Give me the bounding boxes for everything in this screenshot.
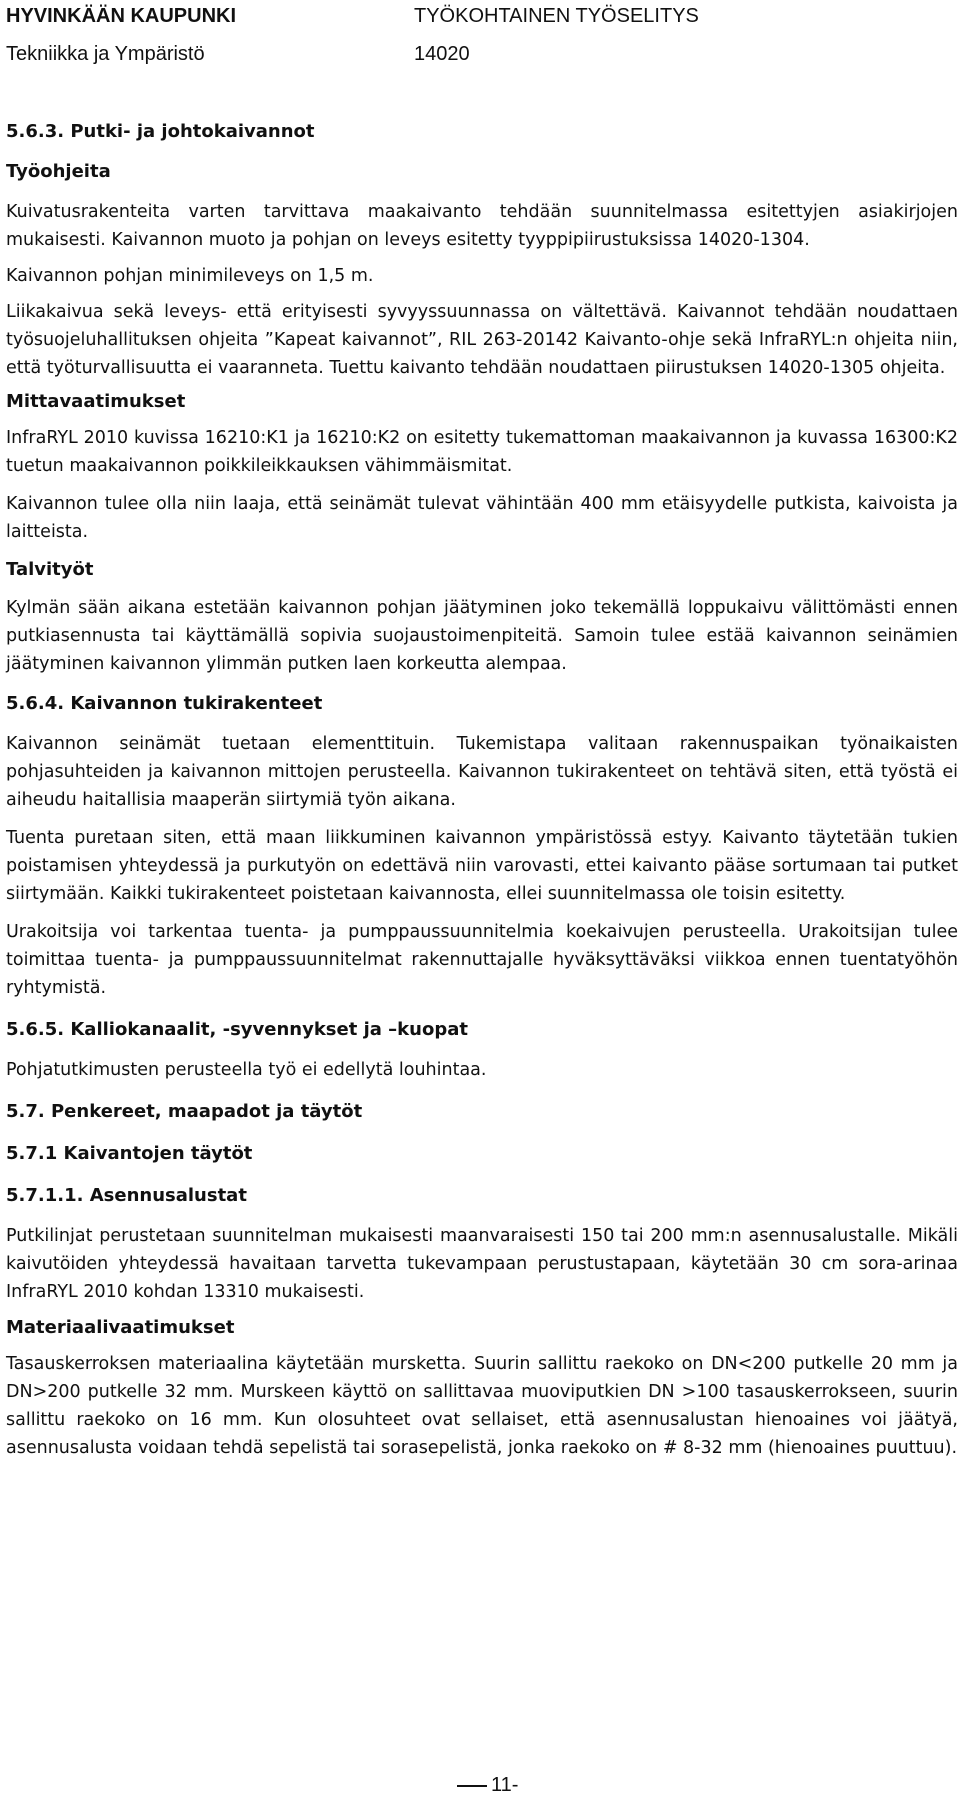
paragraph: InfraRYL 2010 kuvissa 16210:K1 ja 16210:K2 on esitetty tukemattoman maakaivannon ja kuvassa 16300:K2 tuetun maakaivannon poikkileikkauksen vähimmäismitat. xyxy=(6,428,958,476)
section-heading-5-7-1: 5.7.1 Kaivantojen täytöt xyxy=(6,1143,253,1164)
paragraph: Urakoitsija voi tarkentaa tuenta- ja pumppaussuunnitelmia koekaivujen perusteella. Urakoitsijan tulee toimittaa tuenta- ja pumppaussuunnitelmat rakennuttajalle hyväksyttäväksi viikkoa ennen tuentatyöhön ryhtymistä. xyxy=(6,922,958,998)
header-document-type: TYÖKOHTAINEN TYÖSELITYS xyxy=(414,5,699,27)
paragraph: Putkilinjat perustetaan suunnitelman mukaisesti maanvaraisesti 150 tai 200 mm:n asennusalustalle. Mikäli kaivutöiden yhteydessä havaitaan tarvetta tukevampaan perustustapaan, käytetään 30 cm sora-arinaa InfraRYL 2010 kohdan 13310 mukaisesti. xyxy=(6,1226,958,1302)
subheading-mittavaatimukset: Mittavaatimukset xyxy=(6,391,186,412)
header-organization: HYVINKÄÄN KAUPUNKI xyxy=(6,5,237,27)
document-body xyxy=(6,118,958,1462)
paragraph: Pohjatutkimusten perusteella työ ei edellytä louhintaa. xyxy=(6,1060,487,1080)
header-document-number: 14020 xyxy=(414,43,470,65)
paragraph: Kaivannon tulee olla niin laaja, että seinämät tulevat vähintään 400 mm etäisyydelle putkista, kaivoista ja laitteista. xyxy=(6,494,958,542)
page-number: 11- xyxy=(491,1774,519,1796)
subheading-talvityot: Talvityöt xyxy=(6,559,94,580)
subheading-tyoohjeita: Työohjeita xyxy=(6,161,111,182)
section-heading-5-7: 5.7. Penkereet, maapadot ja täytöt xyxy=(6,1101,363,1122)
paragraph: Tuenta puretaan siten, että maan liikkuminen kaivannon ympäristössä estyy. Kaivanto täytetään tukien poistamisen yhteydessä ja purkutyön on edettävä niin varovasti, ettei kaivanto pääse sortumaan tai putket siirtymään. Kaikki tukirakenteet poistetaan kaivannosta, ellei suunnitelmassa ole toisin esitetty. xyxy=(6,828,958,904)
paragraph: Kylmän sään aikana estetään kaivannon pohjan jäätyminen joko tekemällä loppukaivu välittömästi ennen putkiasennusta tai käyttämällä sopivia suojaustoimenpiteitä. Samoin tulee estää kaivannon seinämien jäätyminen kaivannon ylimmän putken laen korkeutta alempaa. xyxy=(6,598,958,674)
header-department: Tekniikka ja Ympäristö xyxy=(6,43,205,65)
paragraph: Kaivannon seinämät tuetaan elementtituin. Tukemistapa valitaan rakennuspaikan työnaikaisten pohjasuhteiden ja kaivannon mittojen perusteella. Kaivannon tukirakenteet on tehtävä siten, että työstä ei aiheudu haitallisia maaperän siirtymiä työn aikana. xyxy=(6,734,958,810)
paragraph: Kaivannon pohjan minimileveys on 1,5 m. xyxy=(6,266,374,286)
paragraph: Liikakaivua sekä leveys- että erityisesti syvyyssuunnassa on vältettävä. Kaivannot tehdään noudattaen työsuojeluhallituksen ohjeita ”Kapeat kaivannot”, RIL 263-20142 Kaivanto-ohje sekä InfraRYL:n ohjeita niin, että työturvallisuutta ei vaaranneta. Tuettu kaivanto tehdään noudattaen piirustuksen 14020-1305 ohjeita. xyxy=(6,302,958,378)
footer-dash xyxy=(457,1785,487,1787)
section-heading-5-6-3: 5.6.3. Putki- ja johtokaivannot xyxy=(6,121,315,142)
subheading-materiaalivaatimukset: Materiaalivaatimukset xyxy=(6,1317,235,1338)
paragraph: Kuivatusrakenteita varten tarvittava maakaivanto tehdään suunnitelmassa esitettyjen asiakirjojen mukaisesti. Kaivannon muoto ja pohjan on leveys esitetty tyyppipiirustuksissa 14020-1304. xyxy=(6,202,958,250)
paragraph: Tasauskerroksen materiaalina käytetään murskettа. Suurin sallittu raekoko on DN<200 putkelle 20 mm ja DN>200 putkelle 32 mm. Murskeen käyttö on sallittavaa muoviputkien DN >100 tasauskerrokseen, suurin sallittu raekoko on 16 mm. Kun olosuhteet ovat sellaiset, että asennusalustan hienoaines voi jäätyä, asennusalusta voidaan tehdä sepelistä tai sorasepelistä, jonka raekoko on # 8-32 mm (hienoaines puuttuu). xyxy=(6,1354,958,1458)
page-footer xyxy=(457,1773,518,1797)
section-heading-5-6-4: 5.6.4. Kaivannon tukirakenteet xyxy=(6,693,323,714)
section-heading-5-6-5: 5.6.5. Kalliokanaalit, -syvennykset ja –kuopat xyxy=(6,1019,468,1040)
section-heading-5-7-1-1: 5.7.1.1. Asennusalustat xyxy=(6,1185,247,1206)
